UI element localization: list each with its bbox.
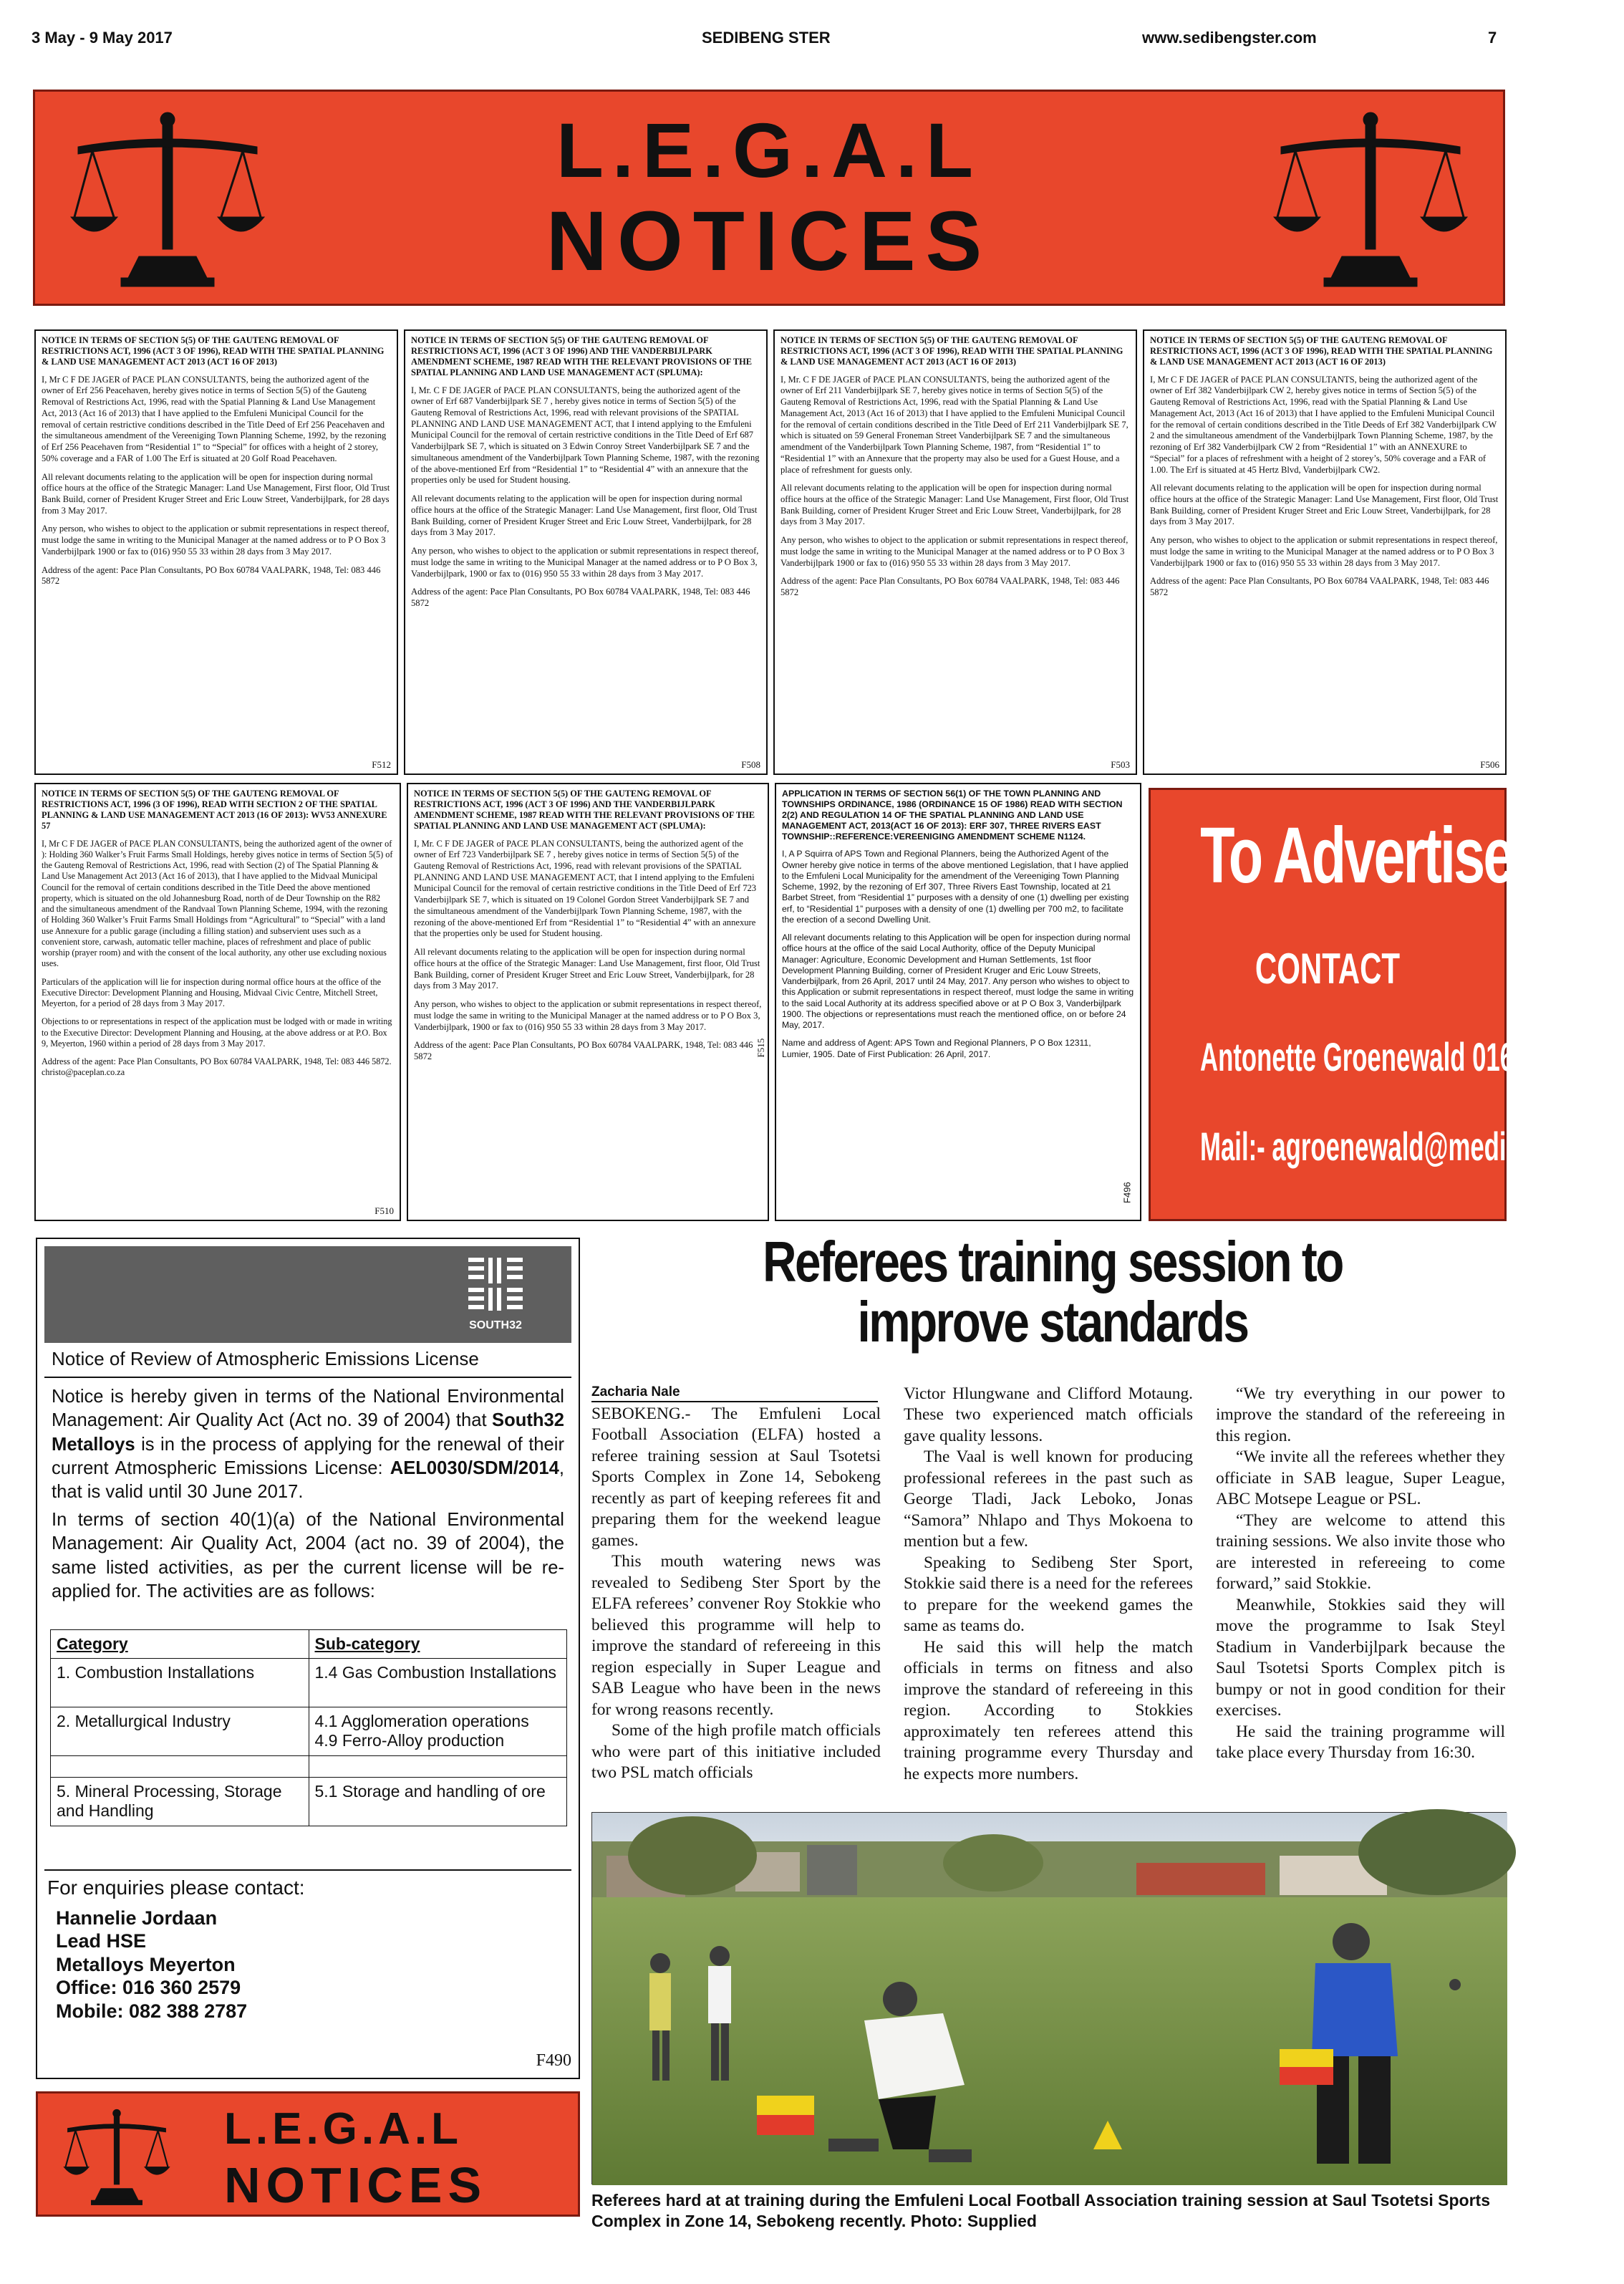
notice-ref: F512	[372, 758, 391, 770]
notice-paragraph: Address of the agent: Pace Plan Consultants, PO Box 60784 VAALPARK, 1948, Tel: 083 446 5872	[42, 564, 381, 587]
legal-notice	[773, 329, 1137, 775]
article-paragraph: He said this will help the match officials in terms on fitness and also improve the standard of refereeing in this region. According to Stokkies approximately ten referees attend this training programme every Thursday and he expects more numbers.	[904, 1637, 1193, 1783]
table-row	[51, 1756, 567, 1778]
notice-paragraph: I, Mr C F DE JAGER of PACE PLAN CONSULTANTS, being the authorized agent of the owner of Erf 382 Vanderbijlpark CW 2, hereby gives notice in terms of Section 5(5) of the Gauteng Removal of Restrictions Act, 1996, read with the Spatial Planning & Land Use Management Act, 2013 (Act 16 of 2013) that I have applied to the Emfuleni Municipal Council for the removal of certain conditions described in the Title Deeds of Erf 382 Vanderbijlpark CW 2 and the simultaneous amendment of the Vanderbijlpark Town Planning Scheme, 1987, by the rezoning of Erf 382 Vanderbijlpark CW 2 from “Residential 1” with an ANNEXURE to “Special” for a places of refreshment with a height of 2 storey’s, 50% coverage and a FAR of 1.00. The Erf is situated at 45 Hertz Blvd, Vanderbijlpark CW2.	[1150, 374, 1497, 475]
contact-mobile: Mobile: 082 388 2787	[56, 2000, 248, 2022]
article-paragraph: “They are welcome to attend this training sessions. We also invite those who are interested in refereeing to come forward,” said Stokkie.	[1216, 1510, 1505, 1594]
small-banner-line-2: NOTICES	[224, 2157, 488, 2213]
headline-line-2: improve standards	[857, 1290, 1248, 1354]
emissions-divider	[44, 1377, 571, 1378]
south32-logo-text: SOUTH32	[469, 1319, 522, 1331]
contact-name: Hannelie Jordaan	[56, 1907, 218, 1929]
notice-ref: F510	[374, 1205, 394, 1216]
article-column-2	[904, 1384, 1193, 1785]
article-headline	[671, 1232, 1434, 1352]
south32-logo-band	[44, 1246, 571, 1343]
legal-notice	[407, 783, 769, 1221]
small-banner-line-1: L.E.G.A.L	[224, 2104, 463, 2154]
legal-notice	[34, 783, 401, 1221]
article-column-1	[591, 1404, 881, 1784]
advertise-headline: To Advertise	[1200, 811, 1513, 900]
emissions-divider	[44, 1869, 571, 1871]
legal-notice	[34, 329, 398, 775]
para-text: is in the process of applying for the renewal of their current Atmospheric Emissions License:	[52, 1434, 564, 1478]
notice-paragraph: I, Mr. C F DE JAGER of PACE PLAN CONSULTANTS, being the authorized agent of the owner of Erf 723 Vanderbijlpark SE 7 , hereby gives notice in terms of Section 5(5) of the Gauteng Removal of Restrictions Act, 1996, read with relevant provisions of the SPATIAL PLANNING AND LAND USE MANAGEMENT ACT, that I intend applying to the Emfuleni Municipal Council for the removal of certain restrictive conditions in the Title Deed of Erf 723 Vanderbijlpark SE 7, which is situated on 19 Colonel Gordon Street Vanderbijlpark SE 7 and the simultaneous amendment of the Vanderbijlpark Town Planning Scheme, 1987, with the rezoning of the above-mentioned Erf from “Residential 1” to “Residential 4” with an annexure that the properties only be used for Student housing.	[414, 838, 757, 939]
paper-name: SEDIBENG STER	[702, 29, 831, 47]
notice-paragraph: Any person, who wishes to object to the application or submit representations in respect thereof, must lodge the same in writing to the Municipal Manager at the named address or to P O Box 3 Vanderbijlpark 1900 or fax to (016) 950 55 33 within 28 days from 3 May 2017.	[780, 535, 1128, 568]
article-paragraph: Victor Hlungwane and Clifford Motaung. These two experienced match officials gave quality lessons.	[904, 1384, 1193, 1445]
contact-office: Office: 016 360 2579	[56, 1977, 241, 1999]
notice-paragraph: I, Mr. C F DE JAGER of PACE PLAN CONSULTANTS, being the authorized agent of the owner of Erf 211 Vanderbijlpark SE 7, hereby gives notice in terms of Section 5(5) of the Gauteng Removal of Restrictions Act, 1996, read with the Spatial Planning & Land Use Management Act, 2013 (Act 16 of 2013) that I have applied to the Emfuleni Municipal Council for the removal of certain conditions described in the Title Deed of Erf 211 Vanderbijlpark SE 7, which is situated on 59 General Froneman Street Vanderbijlpark SE 7 and the simultaneous amendment of the Vanderbijlpark Town Planning Scheme, 1987, from “Residential 1” to “Residential 1” with an Annexure that the property may also be used for a Guest House, and a place of refreshment for guests only.	[780, 374, 1128, 475]
para-text: Notice is hereby given in terms of the National Environmental Management: Air Quality Act (Act no. 39 of 2004) that	[52, 1387, 564, 1431]
table-cell: 5.1 Storage and handling of ore	[309, 1778, 567, 1826]
advertise-name-phone: Antonette Groenewald 016 950 7022	[1200, 1034, 1624, 1079]
emissions-paragraph-2: In terms of section 40(1)(a) of the National Environmental Management: Air Quality Act, 2004 (act no. 39 of 2004), the same listed activities, as per the current license will be re-applied for. The activities are as follows:	[52, 1510, 564, 1601]
notice-paragraph: Address of the agent: Pace Plan Consultants, PO Box 60784 VAALPARK, 1948, Tel: 083 446 5872	[780, 576, 1120, 598]
scales-icon	[59, 2108, 174, 2208]
table-header: Sub-category	[309, 1630, 567, 1659]
table-row	[51, 1778, 567, 1826]
contact-role: Lead HSE	[56, 1930, 147, 1952]
table-cell: 1. Combustion Installations	[51, 1659, 309, 1707]
contact-details	[56, 1907, 247, 2023]
legal-notice	[404, 329, 768, 775]
emissions-paragraph-1	[52, 1385, 564, 1504]
notice-paragraph: Any person, who wishes to object to the application or submit representations in respect thereof, must lodge the same in writing to the Municipal Manager at the named address or to P O Box 3, Vanderbijlpark, 1900 or fax to (016) 950 55 33 within 28 days from 3 May 2017.	[414, 999, 762, 1032]
notice-ref: F496	[1122, 1182, 1134, 1203]
headline-line-1: Referees training session to	[763, 1230, 1343, 1293]
notice-ref: F490	[536, 2051, 571, 2070]
notice-paragraph: I, A P Squirra of APS Town and Regional Planners, being the Authorized Agent of the Owner hereby give notice in terms of the above mentioned Legislation, that I have applied to the Emfuleni Local Municipality for the amendment of the Vereeniging Town Planning Scheme, 1992, by the rezoning of Erf 307, Three Rivers East Township, located at 21 Barbet Street, from “Residential 1” purposes with a density of one (1) dwelling per existing erf, to “Residential 1” purposes with a density of one (1) dwelling per 700 m2, to facilitate the erection of a second Dwelling Unit.	[782, 849, 1129, 925]
legal-notices-banner-small	[36, 2091, 580, 2217]
article-paragraph: The Vaal is well known for producing professional referees in the past such as George Tladi, Jack Leboko, Jonas “Samora” Nhlapo and Thys Mokoena to mention but a few.	[904, 1447, 1193, 1551]
article-paragraph: Speaking to Sedibeng Ster Sport, Stokkie said there is a need for the referees to prepare for the weekend games the same as teams do.	[904, 1553, 1193, 1636]
table-cell: 1.4 Gas Combustion Installations	[309, 1659, 567, 1707]
advertise-contact: CONTACT	[1255, 945, 1401, 993]
advertise-mail: Mail:- agroenewald@media24.com	[1200, 1124, 1606, 1169]
table-row	[51, 1707, 567, 1756]
article-photo	[591, 1812, 1507, 2184]
notice-paragraph: I, Mr C F DE JAGER of PACE PLAN CONSULTANTS, being the authorized agent of the owner of Erf 256 Peacehaven, hereby gives notice in terms of Section 5(5) of the Gauteng Removal of Restrictions Act, 1996, read with the Spatial Planning & Land Use Management Act, 2013 (Act 16 of 2013) that I have applied to the Emfuleni Municipal Council for the removal of certain restrictive conditions described in the Title Deed of Erf 256 Peacehaven and the simultaneous amendment of the Vereeniging Town Planning Scheme, 1992, by the rezoning of Erf 256 Peacehaven from “Residential 1” to “Special” for offices with a height of 2 storey, 50% coverage and a FAR of 1.00 The Erf is situated at 20 Golf Road Peacehaven.	[42, 374, 387, 463]
table-cell: 4.1 Agglomeration operations 4.9 Ferro-Alloy production	[309, 1707, 567, 1756]
legal-notices-banner	[33, 90, 1505, 306]
notice-paragraph: All relevant documents relating to the application will be open for inspection during normal office hours at the office of the Strategic Manager: Land Use Management, first floor, Old Trust Bank Building, corner of President Kruger Street and Eric Louw Street, Vanderbijlpark, for 28 days from 3 May 2017.	[411, 493, 758, 538]
notice-paragraph: All relevant documents relating to the application will be open for inspection during normal office hours at the office of the Strategic Manager: Land Use Management, First floor, Old Trust Bank Building, corner of President Kruger Street and Eric Louw Street, Vanderbijlpark, for 28 days from 3 May 2017.	[780, 483, 1129, 527]
notice-paragraph: All relevant documents relating to the application will be open for inspection during normal office hours at the office of the Strategic Manager: Land Use Management, First floor, Old Trust Bank Building, corner of President Kruger Street and Eric Louw Street, Vanderbijlpark, for 28 days from 3 May 2017.	[1150, 483, 1499, 527]
notice-title: NOTICE IN TERMS OF SECTION 5(5) OF THE GAUTENG REMOVAL OF RESTRICTIONS ACT, 1996 (ACT 3 OF 1996) AND THE VANDERBIJLPARK AMENDMENT SCHEME, 1987 READ WITH THE RELEVANT PROVISIONS OF THE SPATIAL PLANNING AND LAND USE MANAGEMENT ACT (SPLUMA):	[411, 335, 752, 377]
table-cell	[309, 1756, 567, 1778]
notice-paragraph: Any person, who wishes to object to the application or submit representations in respect thereof, must lodge the same in writing to the Municipal Manager at the named address or to P O Box 3 Vanderbijlpark 1900 or fax to (016) 950 55 33 within 28 days from 3 May 2017.	[1150, 535, 1498, 568]
company-name: South32 Metalloys	[52, 1410, 564, 1455]
notice-title: APPLICATION IN TERMS OF SECTION 56(1) OF THE TOWN PLANNING AND TOWNSHIPS ORDINANCE, 1986 (ORDINANCE 15 OF 1986) READ WITH SECTION 2(2) AND REGULATION 14 OF THE SPATIAL PLANNING AND LAND USE MANAGEMENT ACT, 2013(ACT 16 OF 2013): ERF 307, THREE RIVERS EAST TOWNSHIP::REFERENCE:VEREENIGING AMENDMENT SCHEME N1124.	[782, 789, 1123, 842]
banner-line-1: L.E.G.A.L	[556, 107, 982, 193]
activities-table	[50, 1629, 567, 1826]
table-cell: 2. Metallurgical Industry	[51, 1707, 309, 1756]
table-header-row	[51, 1630, 567, 1659]
notice-ref: F503	[1111, 758, 1130, 770]
notice-ref: F515	[755, 1038, 767, 1058]
emissions-notice	[36, 1238, 580, 2079]
notice-paragraph: All relevant documents relating to the application will be open for inspection during normal office hours at the office of the Strategic Manager: Land Use Management, First floor, Old Trust Bank Build, corner of President Kruger Street and Eric Louw Street, Vanderbijlpark, for 28 days from 3 May 2017.	[42, 471, 390, 516]
website: www.sedibengster.com	[1142, 29, 1317, 47]
byline-rule	[591, 1401, 878, 1402]
notice-paragraph: Any person, who wishes to object to the application or submit representations in respect thereof, must lodge the same in writing to the Municipal Manager at the named address or to P O Box 3 Vanderbijlpark 1900 or fax to (016) 950 55 33 within 28 days from 3 May 2017.	[42, 524, 390, 556]
legal-notice	[1143, 329, 1507, 775]
south32-logo	[467, 1256, 524, 1314]
emissions-title: Notice of Review of Atmospheric Emissions License	[52, 1348, 479, 1369]
article-paragraph: He said the training programme will take place every Thursday from 16:30.	[1216, 1722, 1505, 1763]
notice-paragraph: Address of the agent: Pace Plan Consultants, PO Box 60784 VAALPARK, 1948, Tel: 083 446 5872. christo@paceplan.co.za	[42, 1056, 392, 1078]
notice-paragraph: Any person, who wishes to object to the application or submit representations in respect thereof, must lodge the same in writing to the Municipal Manager at the named address or to P O Box 3, Vanderbijlpark, 1900 or fax to (016) 950 55 33 within 28 days from 3 May 2017.	[411, 546, 759, 579]
byline: Zacharia Nale	[591, 1384, 680, 1399]
notice-paragraph: I, Mr C F DE JAGER of PACE PLAN CONSULTANTS, being the authorized agent of the owner of ): Holding 360 Walker’s Fruit Farms Small Holdings, hereby gives notice in terms of Section 5(5) of the Gauteng Removal of Restrictions Act, 1996, read with Section (2) of The Spatial Planning & Land Use Management Act 2013 (Act 16 of 2013), that I have applied to the Midvaal Municipal Council for the removal of certain conditions described in the Title Deed the above mentioned property, which is situated on the old Johannesburg Road, north of de Deur Township on the R82 and the simultaneous amendment of the Randvaal Town Planning Scheme, 1994, with the rezoning of Holding 360 Walker’s Fruit Farms Small Holdings from “Agricultural” to “Special” with a land use Annexure for a public garage (including a filling station) and subservient uses such as a convenient store, carwash, automatic teller machine, places of refreshment and place of public worship (prayer room) and with the consent of the local authority, any other use excluding noxious uses.	[42, 838, 393, 969]
article-column-3	[1216, 1384, 1505, 1764]
license-number: AEL0030/SDM/2014	[390, 1457, 559, 1478]
notice-ref: F506	[1480, 758, 1499, 770]
article-paragraph: “We invite all the referees whether they officiate in SAB league, Super League, ABC Motsepe League or PSL.	[1216, 1447, 1505, 1509]
table-cell: 5. Mineral Processing, Storage and Handling	[51, 1778, 309, 1826]
football-training-photo	[592, 1813, 1507, 2185]
notice-paragraph: Name and address of Agent: APS Town and Regional Planners, P O Box 12311, Lumier, 1905. Date of First Publication: 26 April, 2017.	[782, 1038, 1091, 1059]
photo-caption: Referees hard at at training during the Emfuleni Local Football Association training session at Saul Tsotetsi Sports Complex in Zone 14, Sebokeng recently. Photo: Supplied	[591, 2191, 1490, 2231]
page-number: 7	[1488, 29, 1497, 47]
banner-line-2: NOTICES	[546, 194, 992, 289]
table-cell	[51, 1756, 309, 1778]
article-paragraph: Meanwhile, Stokkies said they will move the programme to Isak Steyl Stadium in Vanderbijlpark because the Saul Tsotetsi Sports Complex pitch is bumpy or not in good condition for their exercises.	[1216, 1595, 1505, 1720]
notice-paragraph: Address of the agent: Pace Plan Consultants, PO Box 60784 VAALPARK, 1948, Tel: 083 446 5872	[414, 1040, 753, 1061]
notice-title: NOTICE IN TERMS OF SECTION 5(5) OF THE GAUTENG REMOVAL OF RESTRICTIONS ACT, 1996 (ACT 3 OF 1996), READ WITH THE SPATIAL PLANNING & LAND USE MANAGEMENT ACT 2013 (ACT 16 OF 2013)	[1150, 335, 1493, 367]
notice-paragraph: Objections to or representations in respect of the application must be lodged with or made in writing to the Executive Director: Development Planning and Housing, at the above address or at P.O. Box 9, Meyerton, 1960 within a period of 28 days from 3 May 2017.	[42, 1016, 392, 1049]
notice-title: NOTICE IN TERMS OF SECTION 5(5) OF THE GAUTENG REMOVAL OF RESTRICTIONS ACT, 1996 (ACT 3 OF 1996), READ WITH THE SPATIAL PLANNING & LAND USE MANAGEMENT ACT 2013 (ACT 16 OF 2013)	[42, 335, 385, 367]
notice-title: NOTICE IN TERMS OF SECTION 5(5) OF THE GAUTENG REMOVAL OF RESTRICTIONS ACT, 1996 (ACT 3 OF 1996), READ WITH THE SPATIAL PLANNING & LAND USE MANAGEMENT ACT 2013 (ACT 16 OF 2013)	[780, 335, 1123, 367]
issue-date: 3 May - 9 May 2017	[32, 29, 173, 47]
legal-notice	[775, 783, 1141, 1221]
notice-title: NOTICE IN TERMS OF SECTION 5(5) OF THE GAUTENG REMOVAL OF RESTRICTIONS ACT, 1996 (ACT 3 OF 1996) AND THE VANDERBIJLPARK AMENDMENT SCHEME, 1987 READ WITH THE RELEVANT PROVISIONS OF THE SPATIAL PLANNING AND LAND USE MANAGEMENT ACT (SPLUMA):	[414, 789, 755, 831]
notice-title: NOTICE IN TERMS OF SECTION 5(5) OF THE GAUTENG REMOVAL OF RESTRICTIONS ACT, 1996 (3 OF 1996), READ WITH SECTION 2 OF THE SPATIAL PLANNING & LAND USE MANAGEMENT ACT 2013 (16 OF 2013): WV53 ANNEXURE 57	[42, 789, 387, 831]
table-row	[51, 1659, 567, 1707]
article-paragraph: This mouth watering news was revealed to Sedibeng Ster Sport by the ELFA referees’ convener Roy Stokkie who believed this programme will help to improve the standard of refereeing in this region especially in Super League and SAB League who have been in the news for wrong reasons recently.	[591, 1552, 881, 1719]
article-paragraph: “We try everything in our power to improve the standard of the refereeing in this region.	[1216, 1384, 1505, 1445]
notice-paragraph: All relevant documents relating to the application will be open for inspection during normal office hours at the office of the Strategic Manager: Land Use Management, first floor, Old Trust Bank Building, corner of President Kruger Street and Eric Louw Street, Vanderbijlpark, for 28 days from 3 May 2017.	[414, 947, 760, 991]
advertise-box	[1149, 788, 1624, 1221]
article-paragraph: Some of the high profile match officials who were part of this initiative included two PSL match officials	[591, 1721, 881, 1783]
notice-paragraph: Address of the agent: Pace Plan Consultants, PO Box 60784 VAALPARK, 1948, Tel: 083 446 5872	[1150, 576, 1489, 598]
notice-paragraph: Address of the agent: Pace Plan Consultants, PO Box 60784 VAALPARK, 1948, Tel: 083 446 5872	[411, 587, 750, 608]
para-text: , that is valid until 30 June 2017.	[52, 1457, 564, 1503]
notice-ref: F508	[741, 758, 760, 770]
enquiries-label: For enquiries please contact:	[47, 1876, 305, 1899]
notice-paragraph: All relevant documents relating to this Application will be open for inspection during normal office hours at the office of the said Local Authority, office of the Deputy Municipal Manager: Agriculture, Economic Development and Human Settlements, 1st floor Development Planning Building, corner of President Kruger and Eric Louw Streets, Vanderbijlpark, from 26 April, 2017 until 24 May, 2017. Any person who wishes to object to this Application or submit representations in respect thereof, must lodge the same in writing to the said Local Authority at its address specified above or at P O Box 3, Vanderbijlpark 1900. The objections or representations must reach the mentioned office, on or before 24 May, 2017.	[782, 933, 1134, 1031]
notice-paragraph: I, Mr. C F DE JAGER of PACE PLAN CONSULTANTS, being the authorized agent of the owner of Erf 687 Vanderbijlpark SE 7 , hereby gives notice in terms of Section 5(5) of the Gauteng Removal of Restrictions Act, 1996, read with relevant provisions of the SPATIAL PLANNING AND LAND USE MANAGEMENT ACT, that I intend applying to the Emfuleni Municipal Council for the removal of certain restrictive conditions in the Title Deed of Erf 687 Vanderbijlpark SE 7, which is situated on 3 Edwin Conroy Street Vanderbijlpark SE 7 and the simultaneous amendment of the Vanderbijlpark Town Planning Scheme, 1987, with the rezoning of the above-mentioned Erf from “Residential 1” to “Residential 4” with an annexure that the properties only be used for Student housing.	[411, 385, 760, 486]
notice-paragraph: Particulars of the application will lie for inspection during normal office hours at the office of the Executive Director: Development Planning and Housing, Midvaal Civic Centre, Mitchell Street, Meyerton, for a period of 28 days from 3 May 2017.	[42, 976, 382, 1008]
contact-company: Metalloys Meyerton	[56, 1953, 236, 1975]
article-paragraph: SEBOKENG.- The Emfuleni Local Football Association (ELFA) hosted a referee training session at Saul Tsotetsi Sports Complex in Zone 14, Sebokeng recently as part of keeping referees fit and preparing them for the weekend league games.	[591, 1404, 881, 1550]
table-header: Category	[51, 1630, 309, 1659]
